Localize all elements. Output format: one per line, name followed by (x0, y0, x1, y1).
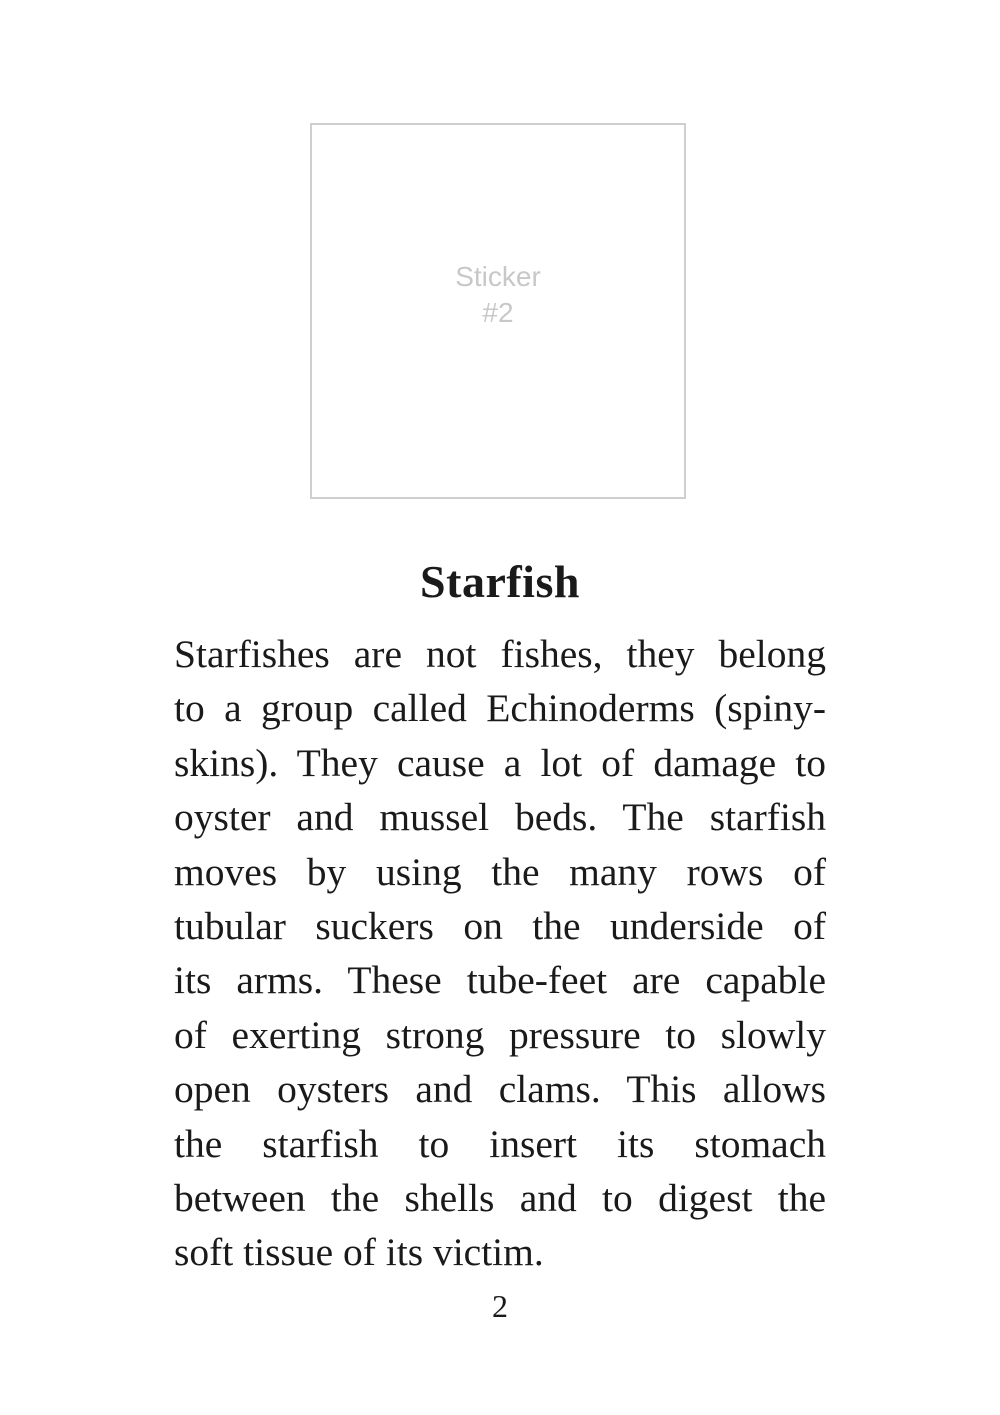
body-paragraph (174, 627, 826, 1280)
body-line: between the shells and to digest the (174, 1176, 826, 1221)
sticker-label-line-1: Sticker (455, 261, 541, 292)
body-line: open oysters and clams. This allows (174, 1067, 826, 1112)
body-line: to a group called Echinoderms (spiny- (174, 686, 826, 731)
body-line: skins). They cause a lot of damage to (174, 740, 826, 785)
sticker-label-line-2: #2 (482, 297, 514, 328)
body-line: soft tissue of its victim. (174, 1230, 544, 1275)
page-title: Starfish (420, 556, 580, 607)
body-line: of exerting strong pressure to slowly (174, 1012, 826, 1057)
page-number: 2 (492, 1288, 508, 1324)
sticker-label (455, 259, 541, 331)
body-line: moves by using the many rows of (174, 849, 826, 894)
sticker-placeholder (310, 123, 686, 499)
body-line: tubular suckers on the underside of (174, 904, 826, 949)
body-line: oyster and mussel beds. The starfish (174, 795, 826, 840)
body-line: Starfishes are not fishes, they belong (174, 632, 826, 676)
body-line: its arms. These tube-feet are capable (174, 958, 826, 1003)
body-line: the starfish to insert its stomach (174, 1121, 826, 1166)
